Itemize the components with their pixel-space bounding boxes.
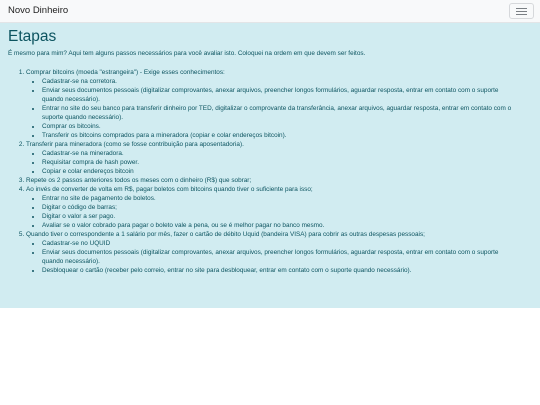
steps-panel [0, 23, 540, 308]
substep-item: • Enviar seus documentos pessoais (digitalizar comprovantes, anexar arquivos, preencher longos formulários, aguardar resposta, entrar em contato com o suporte quando necessário). [42, 248, 512, 266]
step-label: Repete os 2 passos anteriores todos os meses com o dinheiro (R$) que sobrar; [26, 177, 252, 184]
substep-item: • Transferir os bitcoins comprados para a mineradora (copiar e colar endereços bitcoin). [42, 131, 512, 140]
page-title: Etapas [8, 28, 57, 45]
substeps-list [26, 77, 532, 140]
substep-item: • Requisitar compra de hash power. [42, 158, 532, 167]
step-label: Transferir para mineradora (como se fosse contribuição para aposentadoria). [26, 141, 244, 148]
navbar-toggler-button[interactable] [509, 3, 534, 19]
substep-item: • Cadastrar-se no UQUID [42, 239, 512, 248]
substep-item: • Cadastrar-se na mineradora. [42, 149, 532, 158]
step-label: Quando tiver o correspondente a 1 salário por mês, fazer o cartão de débito Uquid (bandeira VISA) para cobrir as outras despesas pessoais; [26, 231, 425, 238]
step-item [26, 185, 532, 230]
step-label: Comprar bitcoins (moeda "estrangeira") - Exige esses conhecimentos: [26, 69, 225, 76]
step-label: Ao invés de converter de volta em R$, pagar boletos com bitcoins quando tiver o suficiente para isso; [26, 186, 313, 193]
substep-item: • Entrar no site do seu banco para transferir dinheiro por TED, digitalizar o comprovante da transferância, anexar arquivos, aguardar resposta, entrar em contato com o suporte quando necessário). [42, 104, 512, 122]
substep-item: • Digitar o código de barras; [42, 203, 532, 212]
substep-item: • Desbloquear o cartão (receber pelo correio, entrar no site para desbloquear, entrar em contato com o suporte quando necessário). [42, 266, 512, 275]
step-item [26, 68, 532, 140]
substep-item: • Cadastrar-se na corretora. [42, 77, 512, 86]
substep-item: • Entrar no site de pagamento de boletos. [42, 194, 532, 203]
substep-item: • Comprar os bitcoins. [42, 122, 512, 131]
substep-item: • Copiar e colar endereços bitcoin [42, 167, 532, 176]
steps-list [8, 68, 532, 275]
intro-text: É mesmo para mim? Aqui tem alguns passos necessários para você avaliar isto. Coloquei na ordem em que devem ser feitos. [8, 50, 366, 57]
substeps-list [26, 194, 532, 230]
brand-link[interactable]: Novo Dinheiro [8, 5, 69, 16]
substep-item: • Avaliar se o valor cobrado para pagar o boleto vale a pena, ou se é melhor pagar no banco mesmo. [42, 221, 532, 230]
navbar [0, 0, 540, 23]
substep-item: • Enviar seus documentos pessoais (digitalizar comprovantes, anexar arquivos, preencher longos formulários, aguardar resposta, entrar em contato com o suporte quando necessário). [42, 86, 512, 104]
step-item [26, 176, 532, 185]
substeps-list [26, 239, 532, 275]
step-item [26, 140, 532, 176]
substep-item: • Digitar o valor a ser pago. [42, 212, 532, 221]
substeps-list [26, 149, 532, 176]
step-item [26, 230, 532, 275]
